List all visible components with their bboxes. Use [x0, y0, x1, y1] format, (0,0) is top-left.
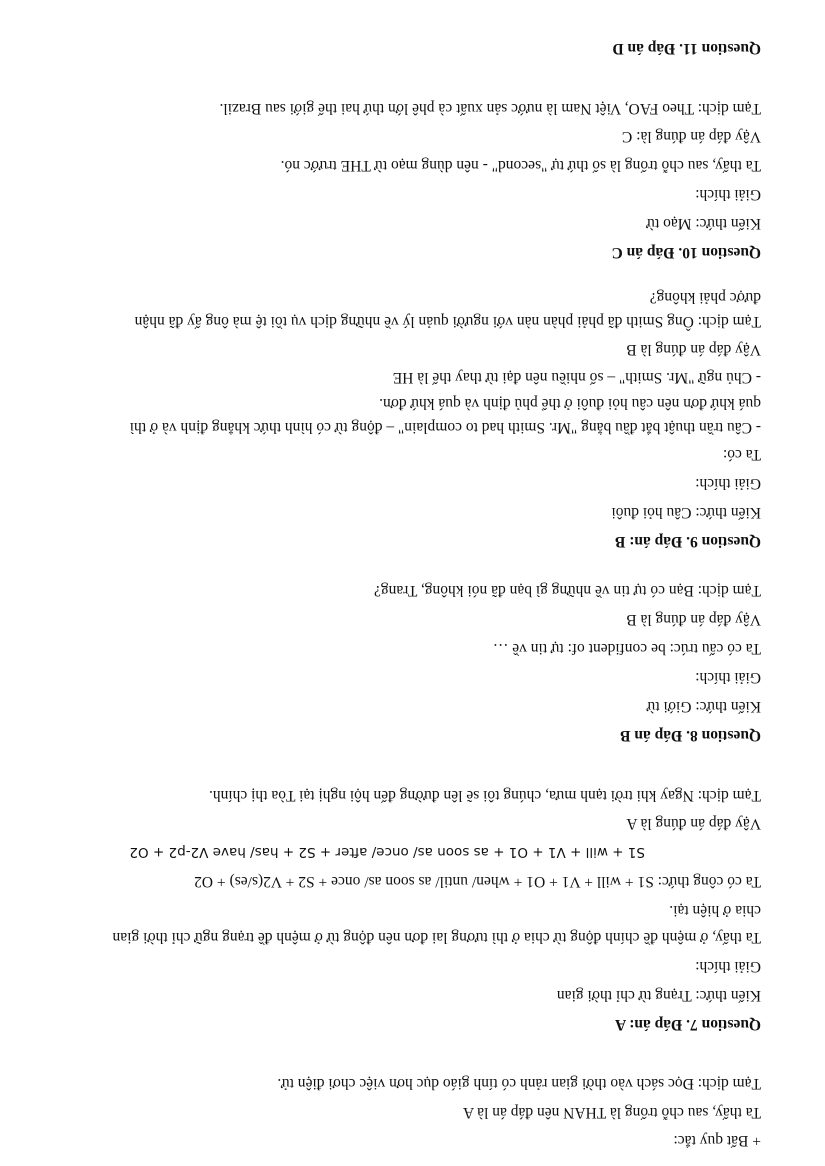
explanation-text: chia ở hiện tại.: [669, 902, 761, 919]
answer-line: Vậy đáp án đúng là: C: [621, 128, 761, 145]
explanation-text: Ta thấy, sau chỗ trống là số thứ tự "second" - nên dùng mạo từ THE trước nó.: [280, 157, 761, 174]
explanation-label: Giải thích:: [695, 475, 761, 492]
formula-line: Ta có công thức: S1 + will + V1 + O1 + when/ until/ as soon as/ once + S2 + V2(s/es) + O2: [194, 873, 761, 890]
answer-line: Vậy đáp án đúng là B: [626, 611, 761, 628]
explanation-text: - Chủ ngữ "Mr. Smith" – số nhiều nên đại từ thay thế là HE: [392, 369, 761, 386]
translation: Tạm dịch: Theo FAO, Việt Nam là nước sản xuất cà phê lớn thứ hai thế giới sau Brazil.: [219, 100, 761, 117]
answer-line: Vậy đáp án đúng là B: [626, 341, 761, 358]
question-9-heading: Question 9. Đáp án: B: [615, 533, 761, 550]
translation: Tạm dịch: Ngay khi trời tạnh mưa, chúng tôi sẽ lên đường đến hội nghị tại Tòa thị chính.: [208, 787, 761, 804]
translation: Tạm dịch: Bạn có tự tin về những gì bạn đã nói không, Trang?: [373, 582, 761, 599]
knowledge-label: Kiến thức: Mạo từ: [646, 215, 761, 232]
explanation-label: Giải thích:: [695, 186, 761, 203]
answer-note: Ta thấy, sau chỗ trống là THAN nên đáp án là A: [462, 1104, 761, 1121]
question-11-heading: Question 11. Đáp án D: [612, 40, 761, 57]
explanation-text: Ta có:: [722, 446, 761, 463]
knowledge-label: Kiến thức: Câu hỏi đuôi: [611, 504, 761, 521]
answer-line: Vậy đáp án đúng là A: [626, 815, 761, 832]
formula-line: S1 + will + V1 + O1 + as soon as/ once/ after + S2 + has/ have V2-p2 + O2: [129, 844, 645, 860]
explanation-label: Giải thích:: [695, 958, 761, 975]
question-7-heading: Question 7. Đáp án: A: [615, 1016, 761, 1033]
knowledge-label: Kiến thức: Trạng từ chỉ thời gian: [556, 987, 761, 1004]
bullet-irregular: + Bất quy tắc:: [673, 1132, 761, 1149]
structure-line: Ta có cấu trúc: be confident of: tự tin về …: [492, 640, 761, 657]
translation: được phải không?: [649, 289, 761, 306]
explanation-text: - Câu trần thuật bắt đầu bằng "Mr. Smith had to complain" – động từ có hình thức khẳng định và ở thì: [129, 419, 761, 436]
translation: Tạm dịch: Ông Smith đã phải phàn nàn với người quản lý về những dịch vụ tồi tệ mà ông ấy đã nhận: [134, 313, 761, 330]
question-8-heading: Question 8. Đáp án B: [620, 727, 761, 744]
question-10-heading: Question 10. Đáp án C: [611, 244, 761, 261]
knowledge-label: Kiến thức: Giới từ: [646, 698, 761, 715]
translation: Tạm dịch: Đọc sách vào thời gian rảnh có tính giáo dục hơn việc chơi điện tử.: [277, 1075, 761, 1092]
explanation-text: Ta thấy, ở mệnh đề chính động từ chia ở thì tương lai đơn nên động từ ở mệnh đề trạng ngữ chỉ thời gian: [112, 929, 761, 946]
explanation-label: Giải thích:: [695, 669, 761, 686]
explanation-text: quá khứ đơn nên câu hỏi đuôi ở thể phủ định và quá khứ đơn.: [379, 395, 761, 412]
